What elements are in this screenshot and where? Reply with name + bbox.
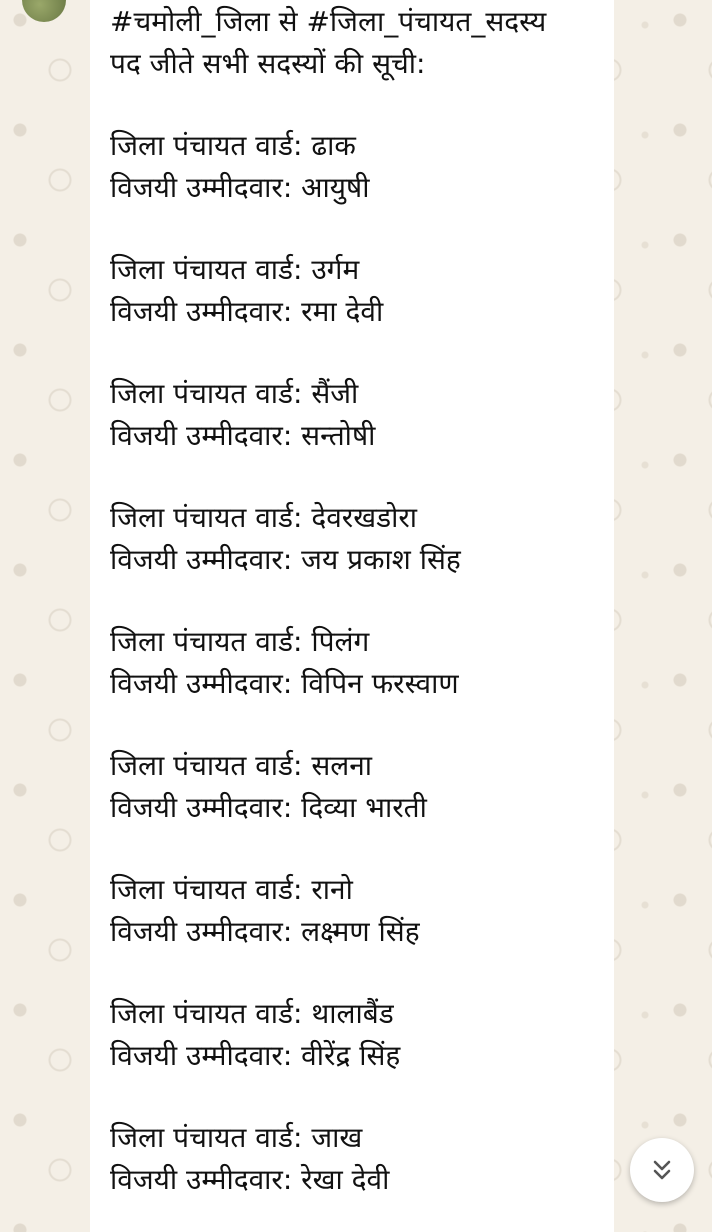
- list-item: [110, 373, 614, 457]
- winner-line: विजयी उम्मीदवार: लक्ष्मण सिंह: [110, 915, 420, 948]
- list-item: [110, 869, 614, 953]
- ward-line: जिला पंचायत वार्ड: सलना: [110, 749, 373, 782]
- message-header: [110, 1, 614, 85]
- ward-line: जिला पंचायत वार्ड: थालाबैंड: [110, 997, 394, 1030]
- ward-line: जिला पंचायत वार्ड: ढाक: [110, 129, 356, 162]
- message-bubble[interactable]: [90, 0, 614, 1232]
- ward-line: जिला पंचायत वार्ड: उर्गम: [110, 253, 360, 286]
- double-chevron-down-icon: [649, 1157, 675, 1183]
- header-line: #चमोली_जिला से #जिला_पंचायत_सदस्य: [110, 5, 547, 38]
- list-item: [110, 497, 614, 581]
- ward-line: जिला पंचायत वार्ड: सैंजी: [110, 377, 359, 410]
- winner-line: विजयी उम्मीदवार: विपिन फरस्वाण: [110, 667, 459, 700]
- winner-line: विजयी उम्मीदवार: रमा देवी: [110, 295, 384, 328]
- scroll-to-bottom-button[interactable]: [630, 1138, 694, 1202]
- list-item: [110, 621, 614, 705]
- list-item: [110, 125, 614, 209]
- header-line: पद जीते सभी सदस्यों की सूची:: [110, 47, 426, 80]
- winner-line: विजयी उम्मीदवार: आयुषी: [110, 171, 370, 204]
- list-item: [110, 1117, 614, 1201]
- ward-line: जिला पंचायत वार्ड: रानो: [110, 873, 353, 906]
- winner-line: विजयी उम्मीदवार: सन्तोषी: [110, 419, 376, 452]
- winner-line: विजयी उम्मीदवार: रेखा देवी: [110, 1163, 390, 1196]
- ward-line: जिला पंचायत वार्ड: देवरखडोरा: [110, 501, 418, 534]
- ward-line: जिला पंचायत वार्ड: जाख: [110, 1121, 363, 1154]
- list-item: [110, 993, 614, 1077]
- winner-line: विजयी उम्मीदवार: वीरेंद्र सिंह: [110, 1039, 401, 1072]
- winner-line: विजयी उम्मीदवार: दिव्या भारती: [110, 791, 427, 824]
- winner-line: विजयी उम्मीदवार: जय प्रकाश सिंह: [110, 543, 461, 576]
- ward-line: जिला पंचायत वार्ड: पिलंग: [110, 625, 370, 658]
- list-item: [110, 249, 614, 333]
- list-item: [110, 745, 614, 829]
